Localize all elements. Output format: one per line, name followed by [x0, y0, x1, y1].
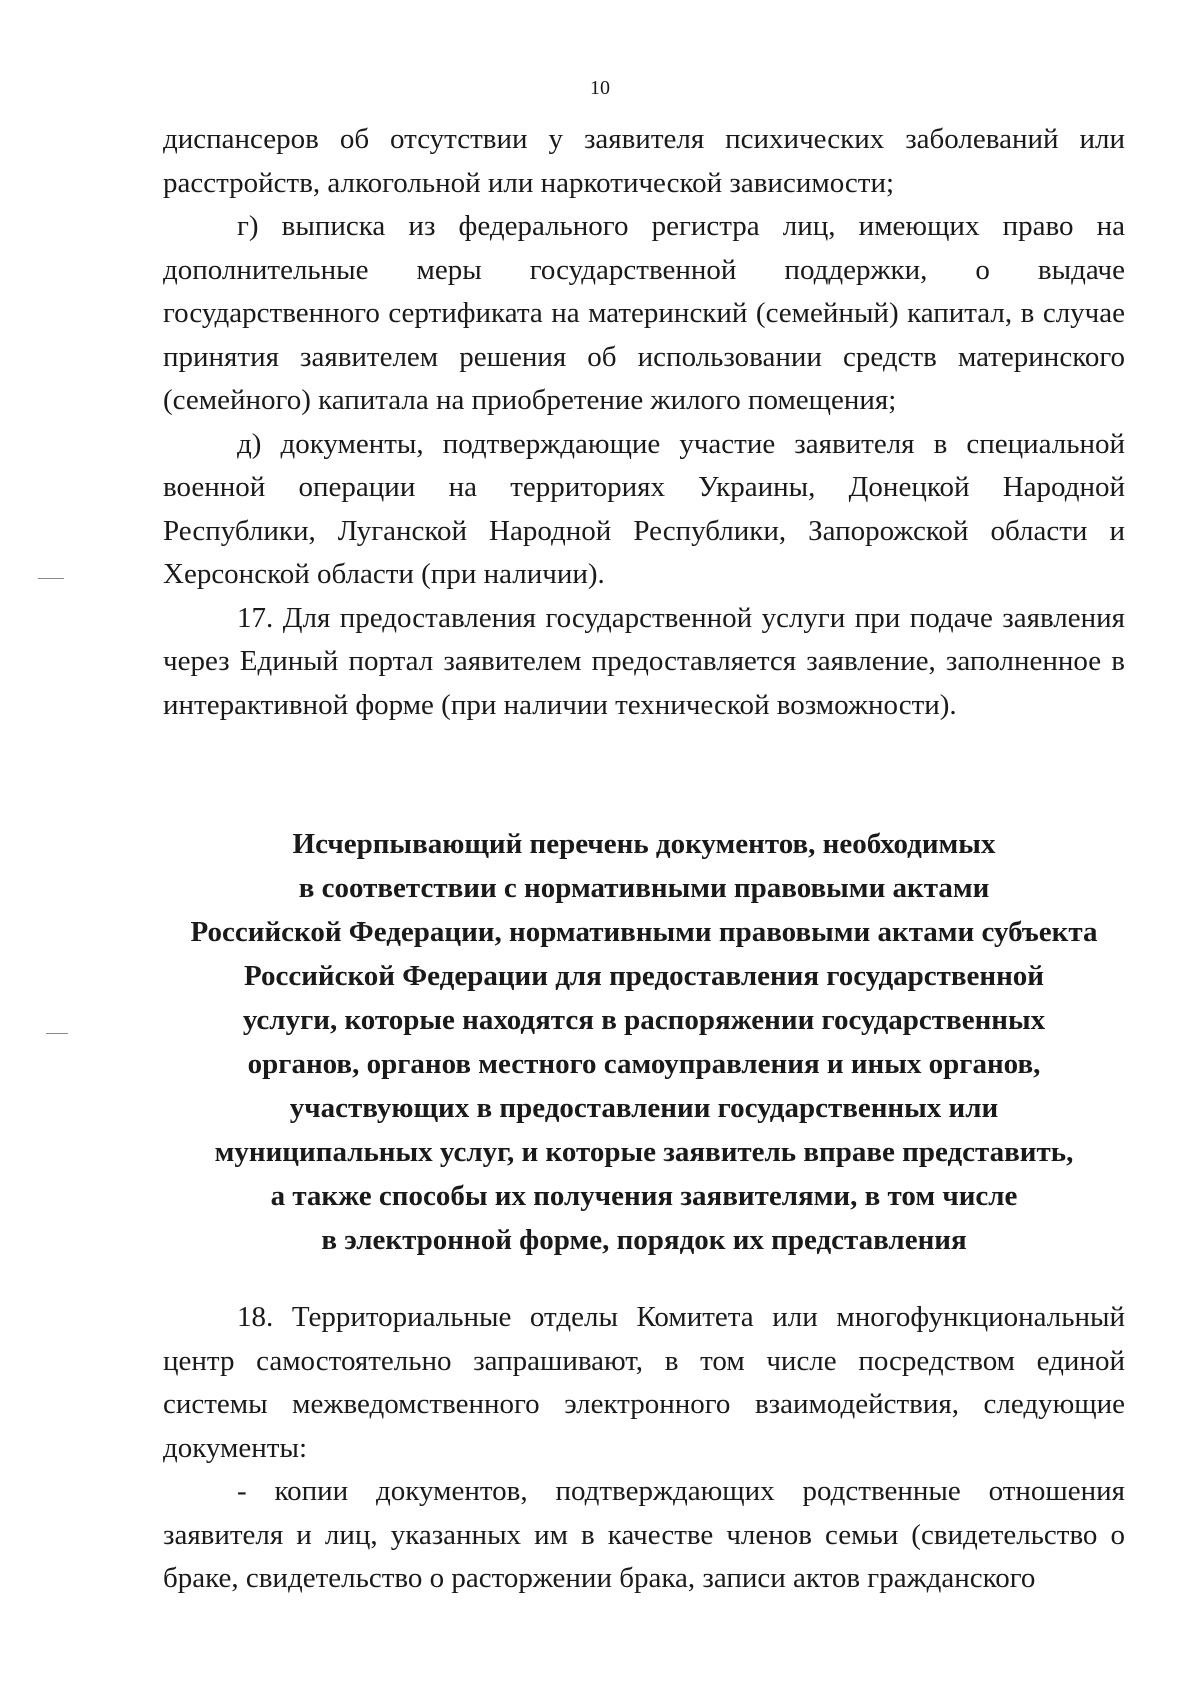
heading-line: услуги, которые находятся в распоряжении государственных	[242, 1004, 1046, 1036]
heading-line: Российской Федерации, нормативными правовыми актами субъекта	[190, 916, 1098, 948]
section-heading	[163, 822, 1125, 1262]
scan-margin-mark	[38, 578, 64, 579]
paragraph-17: 17. Для предоставления государственной услуги при подаче заявления через Единый портал заявителем предоставляется заявление, заполненное в интерактивной форме (при наличии технической возможности).	[163, 601, 1125, 721]
paragraph-item-g: г) выписка из федерального регистра лиц, имеющих право на дополнительные меры государственной поддержки, о выдаче государственного сертификата на материнский (семейный) капитал, в случае принятия заявителем решения об использовании средств материнского (семейного) капитала на приобретение жилого помещения;	[163, 210, 1125, 416]
heading-line: Российской Федерации для предоставления государственной	[243, 960, 1045, 992]
paragraph-18: 18. Территориальные отделы Комитета или многофункциональный центр самостоятельно запрашивают, в том числе посредством единой системы межведомственного электронного взаимодействия, следующие документы:	[163, 1301, 1125, 1464]
text-block-bottom	[163, 1296, 1125, 1601]
heading-line: муниципальных услуг, и которые заявитель вправе представить,	[214, 1136, 1074, 1168]
page-number: 10	[590, 77, 610, 99]
paragraph-item-d: д) документы, подтверждающие участие заявителя в специальной военной операции на территориях Украины, Донецкой Народной Республики, Луганской Народной Республики, Запорожской области и Херсонской области (при наличии).	[163, 427, 1125, 590]
heading-line: а также способы их получения заявителями, в том числе	[270, 1180, 1018, 1212]
paragraph-continuation: диспансеров об отсутствии у заявителя психических заболеваний или расстройств, алкогольной или наркотической зависимости;	[163, 123, 1125, 199]
heading-line: в электронной форме, порядок их представления	[321, 1224, 967, 1256]
heading-line: участвующих в предоставлении государственных или	[289, 1092, 999, 1124]
text-block-top	[163, 118, 1125, 727]
heading-line: Исчерпывающий перечень документов, необходимых	[292, 828, 996, 860]
heading-line: в соответствии с нормативными правовыми актами	[298, 872, 990, 904]
heading-line: органов, органов местного самоуправления и иных органов,	[247, 1048, 1041, 1080]
scan-margin-mark	[46, 1033, 68, 1034]
paragraph-list-item: - копии документов, подтверждающих родственные отношения заявителя и лиц, указанных им в качестве членов семьи (свидетельство о браке, свидетельство о расторжении брака, записи актов гражданского	[163, 1475, 1125, 1594]
